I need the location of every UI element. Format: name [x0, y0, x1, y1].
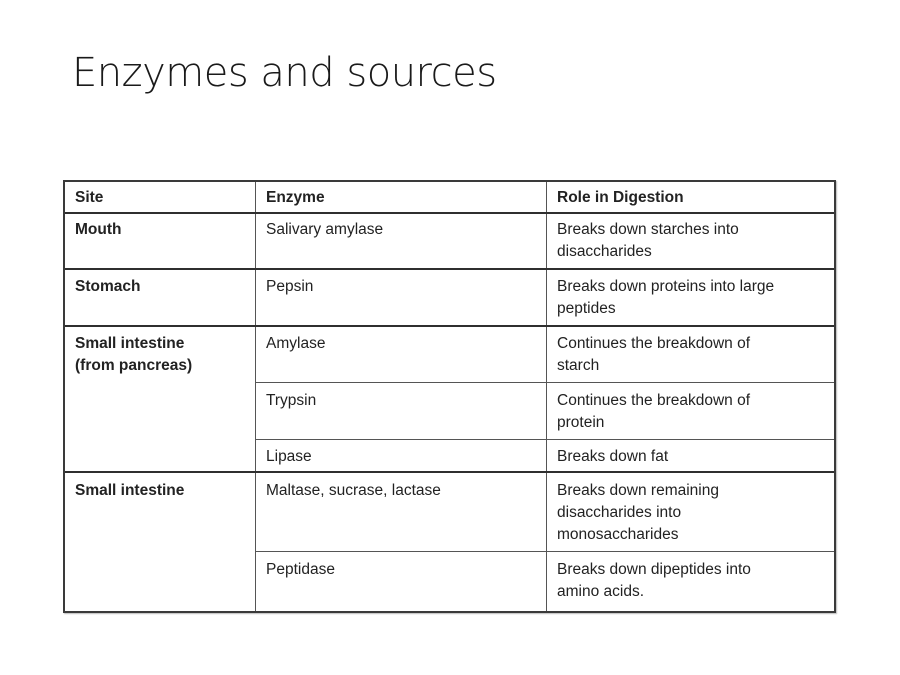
enzyme-cell: Trypsin — [266, 392, 317, 409]
role-line: starch — [557, 357, 600, 374]
header-enzyme: Enzyme — [266, 189, 325, 206]
role-cell — [547, 330, 834, 377]
row-divider — [65, 325, 834, 327]
role-line: Continues the breakdown of — [557, 392, 751, 409]
role-line: protein — [557, 414, 605, 431]
enzyme-cell: Peptidase — [266, 561, 335, 578]
site-line: (from pancreas) — [75, 357, 193, 374]
row-divider — [65, 212, 834, 214]
row-divider — [256, 382, 834, 383]
header-site: Site — [75, 189, 104, 206]
row-divider — [65, 268, 834, 270]
role-line: monosaccharides — [557, 526, 679, 543]
role-cell — [547, 443, 834, 468]
enzyme-cell: Maltase, sucrase, lactase — [266, 482, 441, 499]
role-line: Continues the breakdown of — [557, 335, 751, 352]
row-divider — [256, 439, 834, 440]
site-cell: Mouth — [75, 221, 122, 238]
site-cell — [65, 330, 255, 377]
enzyme-cell: Lipase — [266, 448, 312, 465]
row-divider — [256, 551, 834, 552]
header-role: Role in Digestion — [557, 189, 684, 206]
role-line: amino acids. — [557, 583, 645, 600]
role-cell — [547, 556, 834, 603]
role-line: peptides — [557, 300, 616, 317]
role-line: disaccharides — [557, 243, 652, 260]
role-line: disaccharides into — [557, 504, 682, 521]
role-line: Breaks down remaining — [557, 482, 719, 499]
enzyme-cell: Pepsin — [266, 278, 314, 295]
row-divider — [65, 471, 834, 473]
role-line: Breaks down starches into — [557, 221, 739, 238]
site-cell: Small intestine — [75, 482, 185, 499]
role-cell — [547, 477, 834, 546]
enzyme-cell: Salivary amylase — [266, 221, 384, 238]
role-line: Breaks down dipeptides into — [557, 561, 751, 578]
site-line: Small intestine — [75, 335, 185, 352]
enzyme-cell: Amylase — [266, 335, 326, 352]
role-cell — [547, 273, 834, 320]
role-line: Breaks down fat — [557, 448, 669, 465]
slide-title: Enzymes and sources — [72, 50, 497, 96]
role-line: Breaks down proteins into large — [557, 278, 775, 295]
role-cell — [547, 216, 834, 263]
site-cell: Stomach — [75, 278, 141, 295]
role-cell — [547, 387, 834, 434]
enzymes-table — [63, 180, 836, 613]
